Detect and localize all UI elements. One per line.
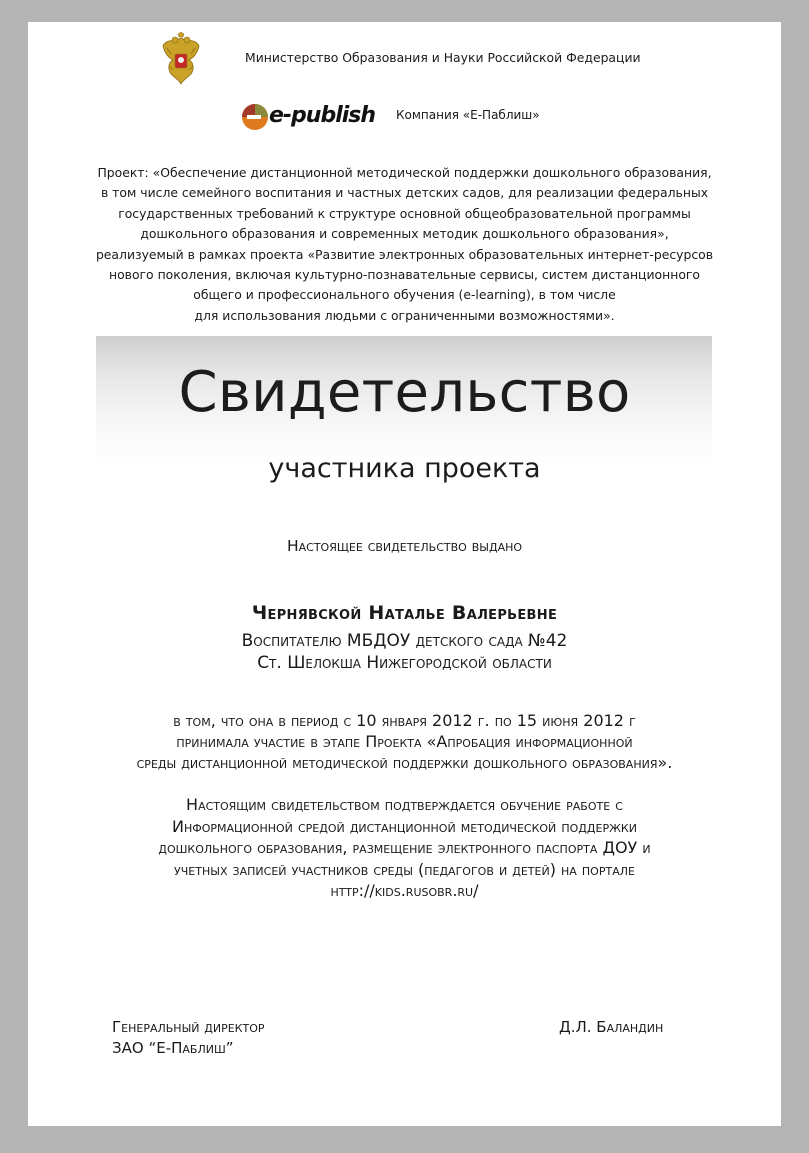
issued-to-label: Настоящее свидетельство выдано — [286, 537, 523, 555]
recipient-position: Воспитателю МБДОУ детского сада №42 — [241, 631, 568, 651]
confirmation-text — [48, 794, 761, 902]
confirmation-line: учетных записей участников среды (педагогов и детей) на портале — [174, 859, 635, 879]
period-line: среды дистанционной методической поддержки дошкольного образования». — [136, 753, 673, 772]
project-line: дошкольного образования и современных методик дошкольного образования», — [140, 226, 669, 242]
company-name: Компания «Е-Паблиш» — [396, 108, 540, 122]
confirmation-line: дошкольного образования, размещение электронного паспорта ДОУ и — [158, 838, 651, 857]
project-line: в том числе семейного воспитания и частных детских садов, для реализации федеральных — [100, 185, 709, 201]
project-description — [68, 163, 741, 326]
recipient-name: Чернявской Наталье Валерьевне — [251, 602, 558, 624]
project-line: общего и профессионального обучения (e-learning), в том числе — [193, 287, 616, 303]
signer-name: Д.Л. Баландин — [559, 1018, 664, 1036]
project-line: государственных требований к структуре основной общеобразовательной программы — [118, 205, 691, 221]
signer-company-line: ЗАО “Е-Паблиш” — [112, 1039, 234, 1057]
participation-period — [48, 710, 761, 773]
project-line: реализуемый в рамках проекта «Развитие электронных образовательных интернет-ресурсов — [95, 246, 714, 262]
e-publish-logo — [239, 102, 375, 132]
project-line: Проект: «Обеспечение дистанционной методической поддержки дошкольного образования, — [97, 165, 712, 180]
recipient-location: Ст. Шелокша Нижегородской области — [257, 653, 552, 673]
certificate-title: Свидетельство — [178, 360, 631, 425]
portal-url: http://kids.rusobr.ru/ — [330, 881, 479, 900]
signer-position-line: Генеральный директор — [112, 1018, 265, 1036]
period-line: принимала участие в этапе Проекта «Апробация информационной — [176, 732, 633, 751]
ministry-name: Министерство Образования и Науки Российской Федерации — [245, 50, 641, 65]
project-line: нового поколения, включая культурно-познавательные сервисы, систем дистанционного — [108, 267, 700, 283]
signer-position — [112, 1017, 265, 1059]
logo-wordmark: e-publish — [269, 103, 376, 128]
confirmation-line: Настоящим свидетельством подтверждается обучение работе с — [186, 795, 623, 814]
project-line: для использования людьми с ограниченными возможностями». — [194, 307, 615, 323]
confirmation-line: Информационной средой дистанционной методической поддержки — [172, 816, 637, 836]
certificate-page — [28, 22, 781, 1126]
period-line: в том, что она в период с 10 января 2012 г. по 15 июня 2012 г — [173, 711, 636, 730]
certificate-subtitle: участника проекта — [268, 453, 541, 484]
coat-of-arms-icon — [161, 32, 201, 88]
